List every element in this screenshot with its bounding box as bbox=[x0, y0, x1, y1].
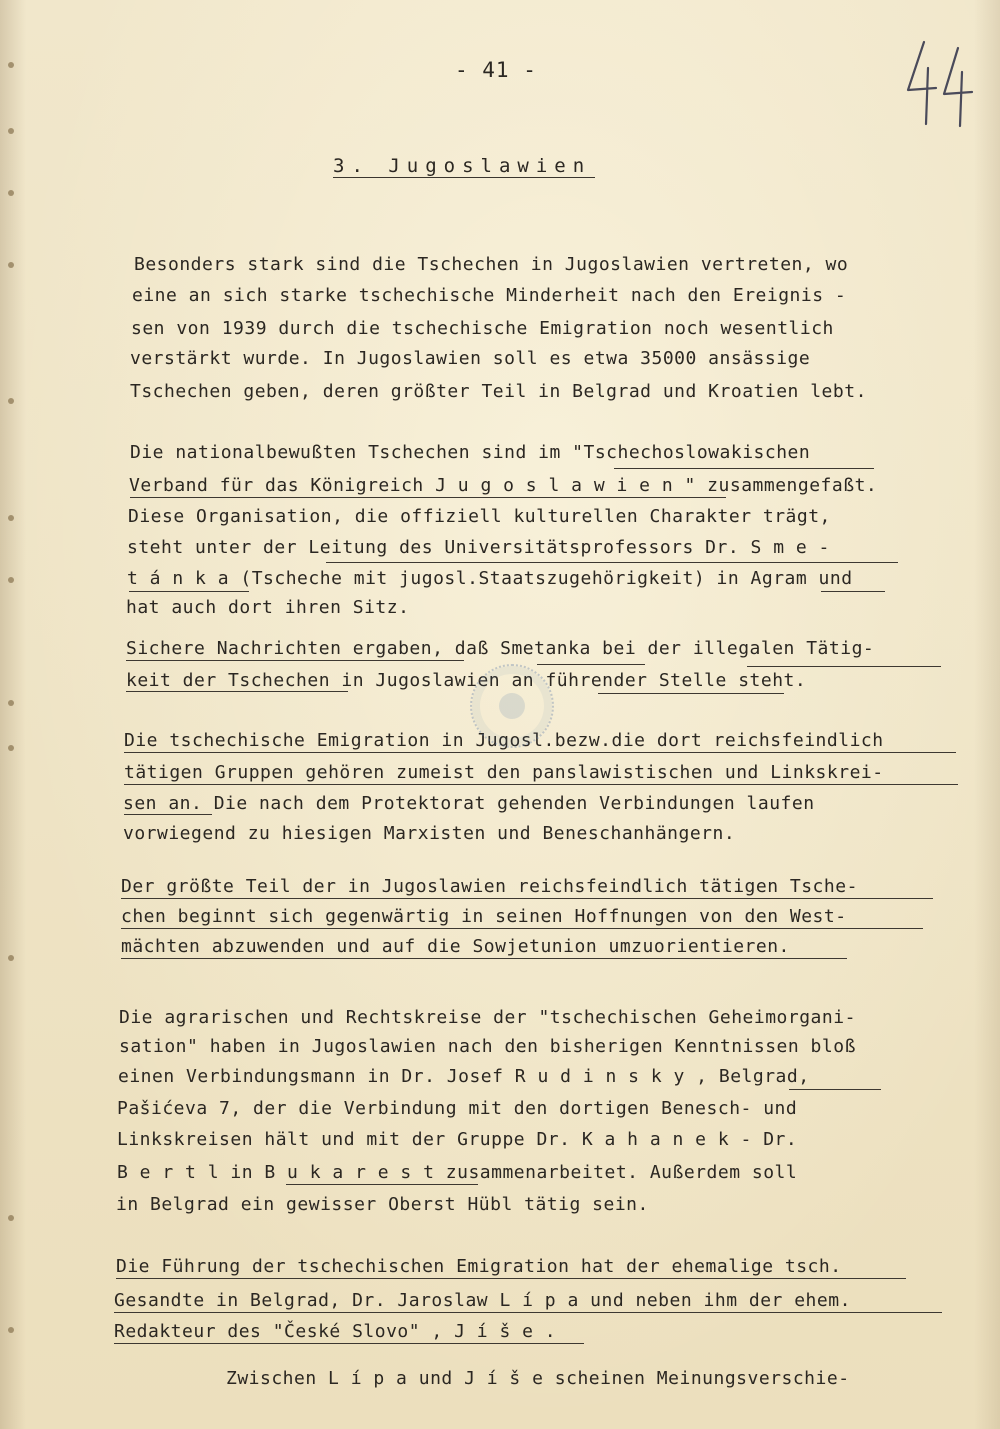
binding-hole bbox=[8, 745, 14, 751]
text-line: mächten abzuwenden und auf die Sowjetunion umzuorientieren. bbox=[121, 936, 790, 957]
text-line: Die nationalbewußten Tschechen sind im "Tschechoslowakischen bbox=[130, 442, 811, 463]
binding-hole bbox=[8, 190, 14, 196]
underline bbox=[124, 814, 212, 815]
underline bbox=[114, 1312, 942, 1313]
text-line: Linkskreisen hält und mit der Gruppe Dr. K a h a n e k - Dr. bbox=[117, 1129, 798, 1150]
ink-stamp-core bbox=[499, 693, 525, 719]
underline bbox=[598, 693, 784, 694]
binding-hole bbox=[8, 398, 14, 404]
paper-edge-left bbox=[0, 0, 26, 1429]
underline bbox=[537, 664, 645, 665]
underline bbox=[789, 1089, 881, 1090]
underline bbox=[747, 666, 941, 667]
binding-hole bbox=[8, 515, 14, 521]
underline bbox=[114, 1343, 584, 1344]
text-line: sation" haben in Jugoslawien nach den bisherigen Kenntnissen bloß bbox=[119, 1036, 856, 1057]
page-number: - 41 - bbox=[455, 58, 537, 82]
text-line: Redakteur des "České Slovo" , J í š e . bbox=[114, 1321, 557, 1342]
text-line: Die tschechische Emigration in Jugosl.bezw.die dort reichsfeindlich bbox=[124, 730, 884, 751]
underline bbox=[286, 1184, 478, 1185]
underline bbox=[126, 691, 348, 692]
section-heading: 3. Jugoslawien bbox=[333, 155, 595, 178]
underline bbox=[116, 1278, 906, 1279]
underline bbox=[130, 497, 726, 498]
text-line: tätigen Gruppen gehören zumeist den panslawistischen und Linkskrei- bbox=[124, 762, 884, 783]
text-line: chen beginnt sich gegenwärtig in seinen Hoffnungen von den West- bbox=[121, 906, 847, 927]
text-line: Pašićeva 7, der die Verbindung mit den dortigen Benesch- und bbox=[117, 1098, 798, 1119]
text-line: eine an sich starke tschechische Minderheit nach den Ereignis - bbox=[132, 285, 847, 306]
text-line: Verband für das Königreich J u g o s l a w i e n " zusammengefaßt. bbox=[129, 475, 878, 496]
text-line: vorwiegend zu hiesigen Marxisten und Beneschanhängern. bbox=[123, 823, 736, 844]
paper-edge-right bbox=[974, 0, 1000, 1429]
text-line: B e r t l in B u k a r e s t zusammenarbeitet. Außerdem soll bbox=[117, 1162, 798, 1183]
binding-hole bbox=[8, 577, 14, 583]
text-line: Gesandte in Belgrad, Dr. Jaroslaw L í p a und neben ihm der ehem. bbox=[114, 1290, 851, 1311]
text-line: t á n k a (Tscheche mit jugosl.Staatszugehörigkeit) in Agram und bbox=[127, 568, 853, 589]
text-line: steht unter der Leitung des Universitätsprofessors Dr. S m e - bbox=[127, 537, 830, 558]
underline bbox=[121, 928, 923, 929]
ink-stamp bbox=[470, 664, 554, 748]
underline bbox=[121, 958, 847, 959]
text-line: Sichere Nachrichten ergaben, daß Smetanka bei der illegalen Tätig- bbox=[126, 638, 875, 659]
binding-hole bbox=[8, 62, 14, 68]
underline bbox=[326, 562, 898, 563]
text-line: einen Verbindungsmann in Dr. Josef R u d i n s k y , Belgrad, bbox=[118, 1066, 810, 1087]
underline bbox=[121, 898, 933, 899]
underline bbox=[124, 752, 956, 753]
binding-hole bbox=[8, 955, 14, 961]
underline bbox=[821, 591, 885, 592]
underline bbox=[126, 660, 464, 661]
text-line: Die Führung der tschechischen Emigration hat der ehemalige tsch. bbox=[116, 1256, 842, 1277]
underline bbox=[124, 784, 958, 785]
text-line: Der größte Teil der in Jugoslawien reichsfeindlich tätigen Tsche- bbox=[121, 876, 858, 897]
underline bbox=[129, 591, 249, 592]
text-line: verstärkt wurde. In Jugoslawien soll es etwa 35000 ansässige bbox=[130, 348, 811, 369]
binding-hole bbox=[8, 700, 14, 706]
text-line: Die agrarischen und Rechtskreise der "tschechischen Geheimorgani- bbox=[119, 1007, 856, 1028]
text-line: Diese Organisation, die offiziell kulturellen Charakter trägt, bbox=[128, 506, 831, 527]
underline bbox=[614, 468, 874, 469]
text-line: sen an. Die nach dem Protektorat gehenden Verbindungen laufen bbox=[123, 793, 815, 814]
text-line: in Belgrad ein gewisser Oberst Hübl tätig sein. bbox=[116, 1194, 649, 1215]
binding-hole bbox=[8, 1215, 14, 1221]
text-line: sen von 1939 durch die tschechische Emigration noch wesentlich bbox=[131, 318, 834, 339]
binding-hole bbox=[8, 262, 14, 268]
text-line: Zwischen L í p a und J í š e scheinen Meinungsverschie- bbox=[226, 1368, 850, 1389]
text-line: Besonders stark sind die Tschechen in Jugoslawien vertreten, wo bbox=[134, 254, 849, 275]
binding-hole bbox=[8, 128, 14, 134]
text-line: hat auch dort ihren Sitz. bbox=[126, 597, 410, 618]
text-line: keit der Tschechen in Jugoslawien an führender Stelle steht. bbox=[126, 670, 807, 691]
handwritten-folio-mark bbox=[902, 38, 982, 130]
text-line: Tschechen geben, deren größter Teil in Belgrad und Kroatien lebt. bbox=[130, 381, 867, 402]
binding-hole bbox=[8, 1327, 14, 1333]
